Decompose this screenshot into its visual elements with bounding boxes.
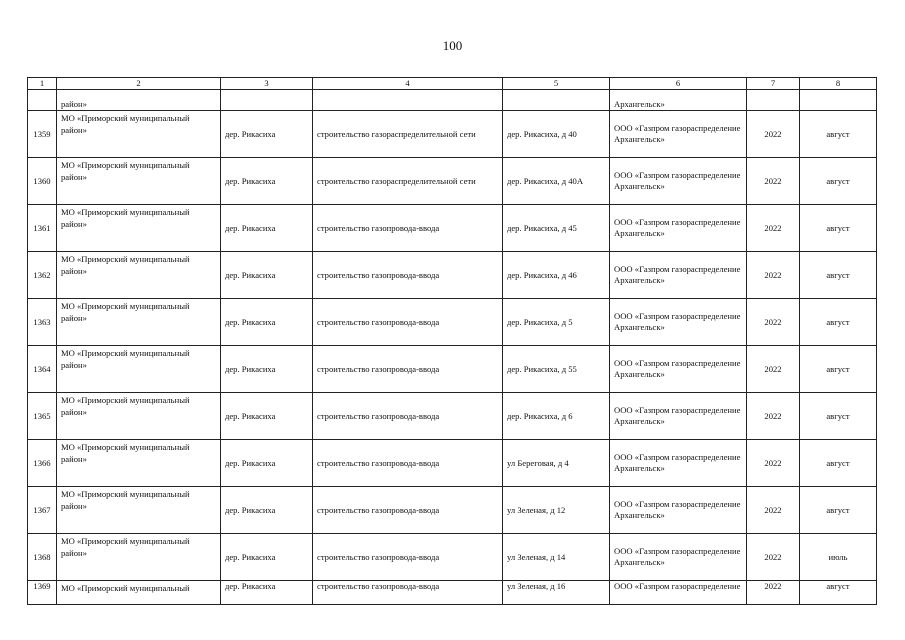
organization-cell: ООО «Газпром газораспределение Архангельск»: [610, 299, 747, 346]
year-cell: 2022: [747, 440, 800, 487]
row-number-cell: 1360: [28, 158, 57, 205]
organization-cell: ООО «Газпром газораспределение Архангельск»: [610, 534, 747, 581]
organization-cell: ООО «Газпром газораспределение: [610, 581, 747, 605]
table-row: [28, 534, 877, 581]
work-type-cell: строительство газопровода-ввода: [313, 205, 503, 252]
work-type-cell: строительство газопровода-ввода: [313, 534, 503, 581]
organization-cell: ООО «Газпром газораспределение Архангельск»: [610, 252, 747, 299]
municipality-cell: МО «Приморский муниципальный район»: [57, 346, 221, 393]
year-cell: 2022: [747, 581, 800, 605]
organization-cell: ООО «Газпром газораспределение Архангельск»: [610, 111, 747, 158]
organization-cell: ООО «Газпром газораспределение Архангельск»: [610, 393, 747, 440]
row-number-cell: 1359: [28, 111, 57, 158]
work-type-cell: строительство газопровода-ввода: [313, 299, 503, 346]
address-cell: дер. Рикасиха, д 40: [503, 111, 610, 158]
organization-cell: ООО «Газпром газораспределение Архангельск»: [610, 346, 747, 393]
address-cell: ул Зеленая, д 14: [503, 534, 610, 581]
month-cell: август: [800, 111, 877, 158]
municipality-cell: район»: [57, 90, 221, 111]
municipality-cell: МО «Приморский муниципальный район»: [57, 440, 221, 487]
municipality-cell: МО «Приморский муниципальный: [57, 581, 221, 605]
municipality-cell: МО «Приморский муниципальный район»: [57, 534, 221, 581]
address-cell: дер. Рикасиха, д 46: [503, 252, 610, 299]
column-number: 6: [610, 78, 747, 90]
page-number: 100: [442, 38, 463, 53]
organization-cell: ООО «Газпром газораспределение Архангельск»: [610, 205, 747, 252]
year-cell: 2022: [747, 252, 800, 299]
settlement-cell: дер. Рикасиха: [221, 581, 313, 605]
municipality-cell: МО «Приморский муниципальный район»: [57, 158, 221, 205]
settlement-cell: дер. Рикасиха: [221, 393, 313, 440]
table-row: [28, 299, 877, 346]
year-cell: 2022: [747, 111, 800, 158]
row-number-cell: 1362: [28, 252, 57, 299]
column-number: 4: [313, 78, 503, 90]
column-number: 5: [503, 78, 610, 90]
table-row: [28, 111, 877, 158]
address-cell: дер. Рикасиха, д 5: [503, 299, 610, 346]
row-number-cell: 1365: [28, 393, 57, 440]
address-cell: дер. Рикасиха, д 45: [503, 205, 610, 252]
work-type-cell: строительство газопровода-ввода: [313, 393, 503, 440]
year-cell: 2022: [747, 393, 800, 440]
month-cell: август: [800, 346, 877, 393]
work-type-cell: строительство газопровода-ввода: [313, 252, 503, 299]
municipality-cell: МО «Приморский муниципальный район»: [57, 205, 221, 252]
settlement-cell: дер. Рикасиха: [221, 487, 313, 534]
month-cell: август: [800, 487, 877, 534]
month-cell: август: [800, 252, 877, 299]
register-table: [27, 77, 877, 605]
address-cell: дер. Рикасиха, д 6: [503, 393, 610, 440]
month-cell: август: [800, 393, 877, 440]
table-row: [28, 205, 877, 252]
organization-cell: ООО «Газпром газораспределение Архангельск»: [610, 440, 747, 487]
work-type-cell: строительство газораспределительной сети: [313, 158, 503, 205]
column-number-row: [28, 78, 877, 90]
column-number: 7: [747, 78, 800, 90]
address-cell: дер. Рикасиха, д 55: [503, 346, 610, 393]
year-cell: 2022: [747, 346, 800, 393]
municipality-cell: МО «Приморский муниципальный район»: [57, 299, 221, 346]
month-cell: август: [800, 440, 877, 487]
column-number: 8: [800, 78, 877, 90]
work-type-cell: строительство газопровода-ввода: [313, 346, 503, 393]
month-cell: июль: [800, 534, 877, 581]
year-cell: 2022: [747, 487, 800, 534]
month-cell: август: [800, 299, 877, 346]
settlement-cell: дер. Рикасиха: [221, 534, 313, 581]
row-number-cell: 1364: [28, 346, 57, 393]
table-row: [28, 440, 877, 487]
address-cell: ул Зеленая, д 12: [503, 487, 610, 534]
table-row: [28, 393, 877, 440]
row-number-cell: 1361: [28, 205, 57, 252]
settlement-cell: дер. Рикасиха: [221, 440, 313, 487]
municipality-cell: МО «Приморский муниципальный район»: [57, 111, 221, 158]
municipality-cell: МО «Приморский муниципальный район»: [57, 487, 221, 534]
address-cell: ул Зеленая, д 16: [503, 581, 610, 605]
table-row: [28, 346, 877, 393]
settlement-cell: дер. Рикасиха: [221, 346, 313, 393]
settlement-cell: дер. Рикасиха: [221, 158, 313, 205]
row-number-cell: 1366: [28, 440, 57, 487]
month-cell: август: [800, 205, 877, 252]
column-number: 2: [57, 78, 221, 90]
settlement-cell: дер. Рикасиха: [221, 252, 313, 299]
row-number-cell: 1368: [28, 534, 57, 581]
organization-cell: ООО «Газпром газораспределение Архангельск»: [610, 487, 747, 534]
settlement-cell: дер. Рикасиха: [221, 205, 313, 252]
work-type-cell: строительство газопровода-ввода: [313, 581, 503, 605]
continuation-row: [28, 90, 877, 111]
table-row: [28, 487, 877, 534]
work-type-cell: строительство газопровода-ввода: [313, 487, 503, 534]
organization-cell: Архангельск»: [610, 90, 747, 111]
table-row: [28, 158, 877, 205]
work-type-cell: строительство газопровода-ввода: [313, 440, 503, 487]
municipality-cell: МО «Приморский муниципальный район»: [57, 252, 221, 299]
settlement-cell: дер. Рикасиха: [221, 299, 313, 346]
table-row-partial: [28, 581, 877, 605]
year-cell: 2022: [747, 299, 800, 346]
address-cell: ул Береговая, д 4: [503, 440, 610, 487]
column-number: 1: [28, 78, 57, 90]
row-number-cell: 1367: [28, 487, 57, 534]
year-cell: 2022: [747, 205, 800, 252]
work-type-cell: строительство газораспределительной сети: [313, 111, 503, 158]
row-number-cell: 1369: [28, 581, 57, 605]
year-cell: 2022: [747, 534, 800, 581]
address-cell: дер. Рикасиха, д 40А: [503, 158, 610, 205]
month-cell: август: [800, 158, 877, 205]
organization-cell: ООО «Газпром газораспределение Архангельск»: [610, 158, 747, 205]
year-cell: 2022: [747, 158, 800, 205]
month-cell: август: [800, 581, 877, 605]
municipality-cell: МО «Приморский муниципальный район»: [57, 393, 221, 440]
column-number: 3: [221, 78, 313, 90]
table-row: [28, 252, 877, 299]
settlement-cell: дер. Рикасиха: [221, 111, 313, 158]
row-number-cell: 1363: [28, 299, 57, 346]
